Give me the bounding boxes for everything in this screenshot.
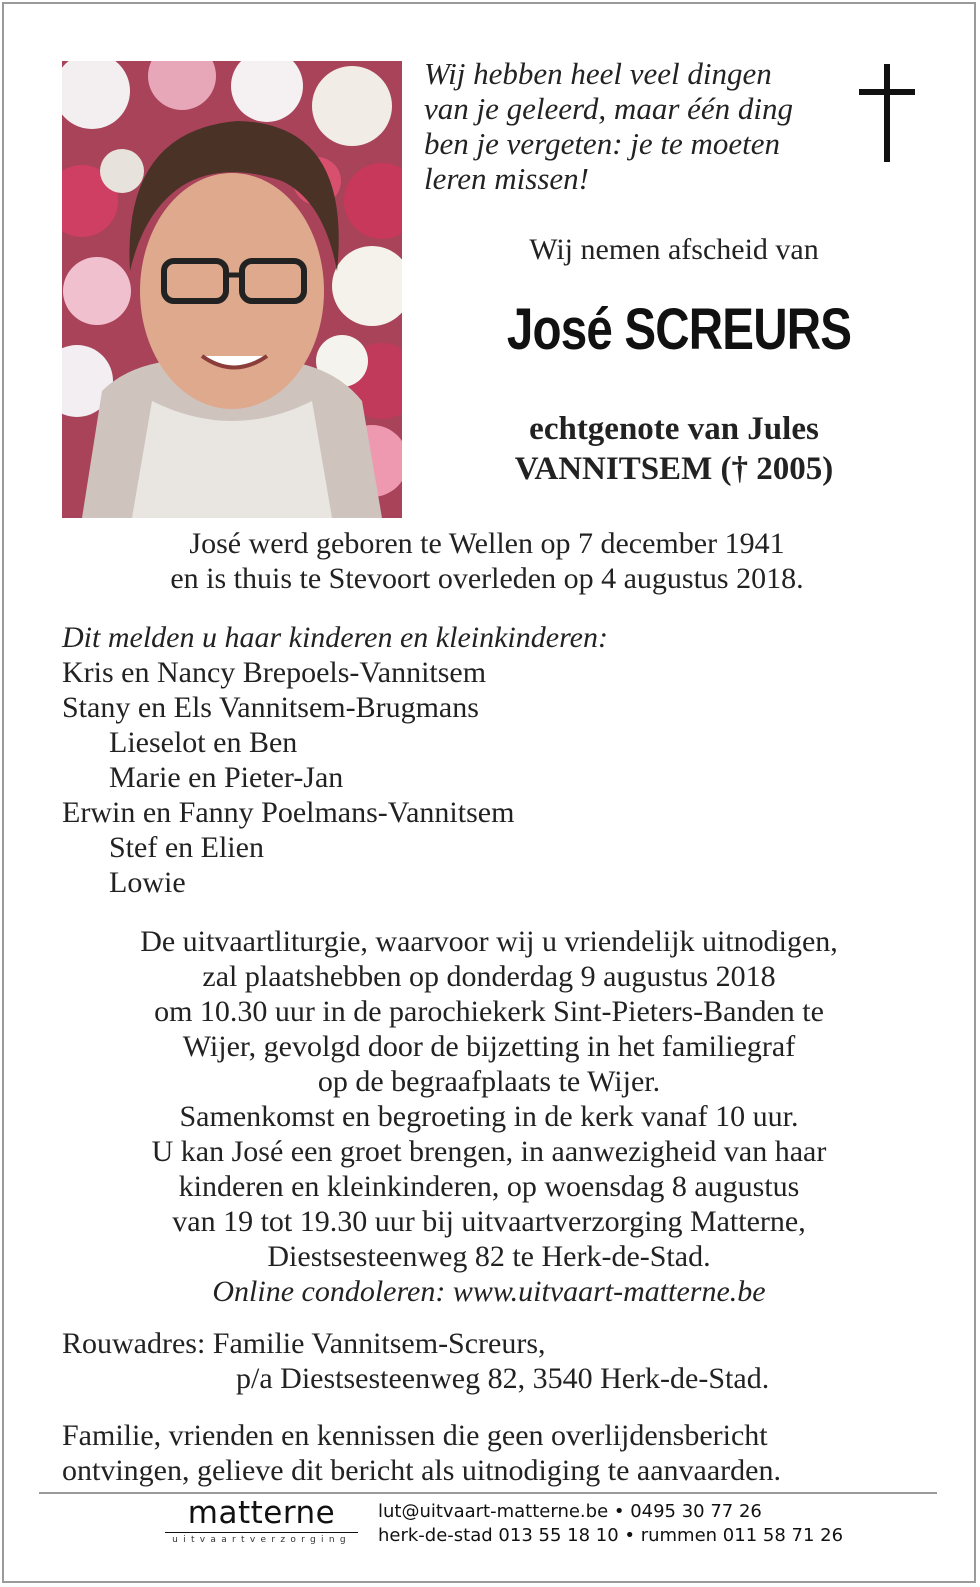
mourning-address bbox=[62, 1326, 769, 1396]
birth-death-info bbox=[62, 526, 912, 596]
family-member: Stef en Elien bbox=[109, 831, 264, 864]
closing-line: ontvingen, gelieve dit bericht als uitnodiging te aanvaarden. bbox=[62, 1454, 781, 1487]
poem-line: van je geleerd, maar één ding bbox=[424, 91, 794, 126]
liturgy-line: op de begraafplaats te Wijer. bbox=[317, 1065, 661, 1098]
liturgy-line: De uitvaartliturgie, waarvoor wij u vriendelijk uitnodigen, bbox=[140, 925, 838, 958]
spouse-line: echtgenote van Jules bbox=[529, 411, 819, 447]
family-member: Marie en Pieter-Jan bbox=[109, 761, 344, 794]
closing-line: Familie, vrienden en kennissen die geen overlijdensbericht bbox=[62, 1419, 768, 1452]
liturgy-line: Diestsesteenweg 82 te Herk-de-Stad. bbox=[267, 1240, 711, 1273]
online-condolence-link[interactable]: Online condoleren: www.uitvaart-matterne.be bbox=[212, 1275, 766, 1308]
poem-line: leren missen! bbox=[424, 161, 590, 196]
funeral-details bbox=[44, 924, 934, 1309]
address-line: p/a Diestsesteenweg 82, 3540 Herk-de-Stad. bbox=[236, 1362, 770, 1395]
logo-underline bbox=[165, 1532, 358, 1533]
family-member: Lowie bbox=[109, 866, 186, 899]
family-member: Stany en Els Vannitsem-Brugmans bbox=[62, 691, 479, 724]
footer-divider bbox=[39, 1492, 937, 1494]
liturgy-line: Wijer, gevolgd door de bijzetting in het familiegraf bbox=[182, 1030, 796, 1063]
latin-cross-icon bbox=[859, 64, 915, 162]
liturgy-line: van 19 tot 19.30 uur bij uitvaartverzorging Matterne, bbox=[172, 1205, 806, 1238]
poem-line: ben je vergeten: je te moeten bbox=[424, 126, 781, 161]
contact-info bbox=[378, 1500, 843, 1548]
spouse-line: VANNITSEM († 2005) bbox=[514, 451, 834, 487]
death-line: en is thuis te Stevoort overleden op 4 augustus 2018. bbox=[170, 562, 804, 595]
family-member: Kris en Nancy Brepoels-Vannitsem bbox=[62, 656, 487, 689]
contact-line-email-phone[interactable]: lut@uitvaart-matterne.be • 0495 30 77 26 bbox=[378, 1501, 762, 1522]
family-announcement bbox=[62, 620, 608, 900]
deceased-name: José SCREURS bbox=[506, 297, 852, 362]
family-member: Lieselot en Ben bbox=[109, 726, 298, 759]
liturgy-line: zal plaatshebben op donderdag 9 augustus 2018 bbox=[202, 960, 776, 993]
liturgy-line: kinderen en kleinkinderen, op woensdag 8 augustus bbox=[178, 1170, 800, 1203]
poem-quote bbox=[424, 56, 854, 196]
liturgy-line: Samenkomst en begroeting in de kerk vanaf 10 uur. bbox=[179, 1100, 799, 1133]
logo-brand: matterne bbox=[187, 1495, 336, 1531]
contact-line-offices: herk-de-stad 013 55 18 10 • rummen 011 58 71 26 bbox=[378, 1525, 844, 1546]
logo-tagline: uitvaartverzorging bbox=[172, 1535, 351, 1545]
spouse-info bbox=[424, 409, 924, 489]
farewell-heading: Wij nemen afscheid van bbox=[529, 233, 819, 266]
closing-note bbox=[62, 1418, 912, 1488]
birth-line: José werd geboren te Wellen op 7 december 1941 bbox=[189, 527, 785, 560]
liturgy-line: U kan José een groet brengen, in aanwezigheid van haar bbox=[151, 1135, 827, 1168]
family-member: Erwin en Fanny Poelmans-Vannitsem bbox=[62, 796, 515, 829]
announcement-intro: Dit melden u haar kinderen en kleinkinderen: bbox=[62, 621, 608, 654]
portrait-photo bbox=[62, 61, 402, 518]
liturgy-line: om 10.30 uur in de parochiekerk Sint-Pieters-Banden te bbox=[154, 995, 824, 1028]
address-line: Rouwadres: Familie Vannitsem-Screurs, bbox=[62, 1327, 546, 1360]
matterne-logo bbox=[164, 1496, 359, 1545]
poem-line: Wij hebben heel veel dingen bbox=[424, 56, 772, 91]
death-notice-card bbox=[2, 2, 976, 1583]
